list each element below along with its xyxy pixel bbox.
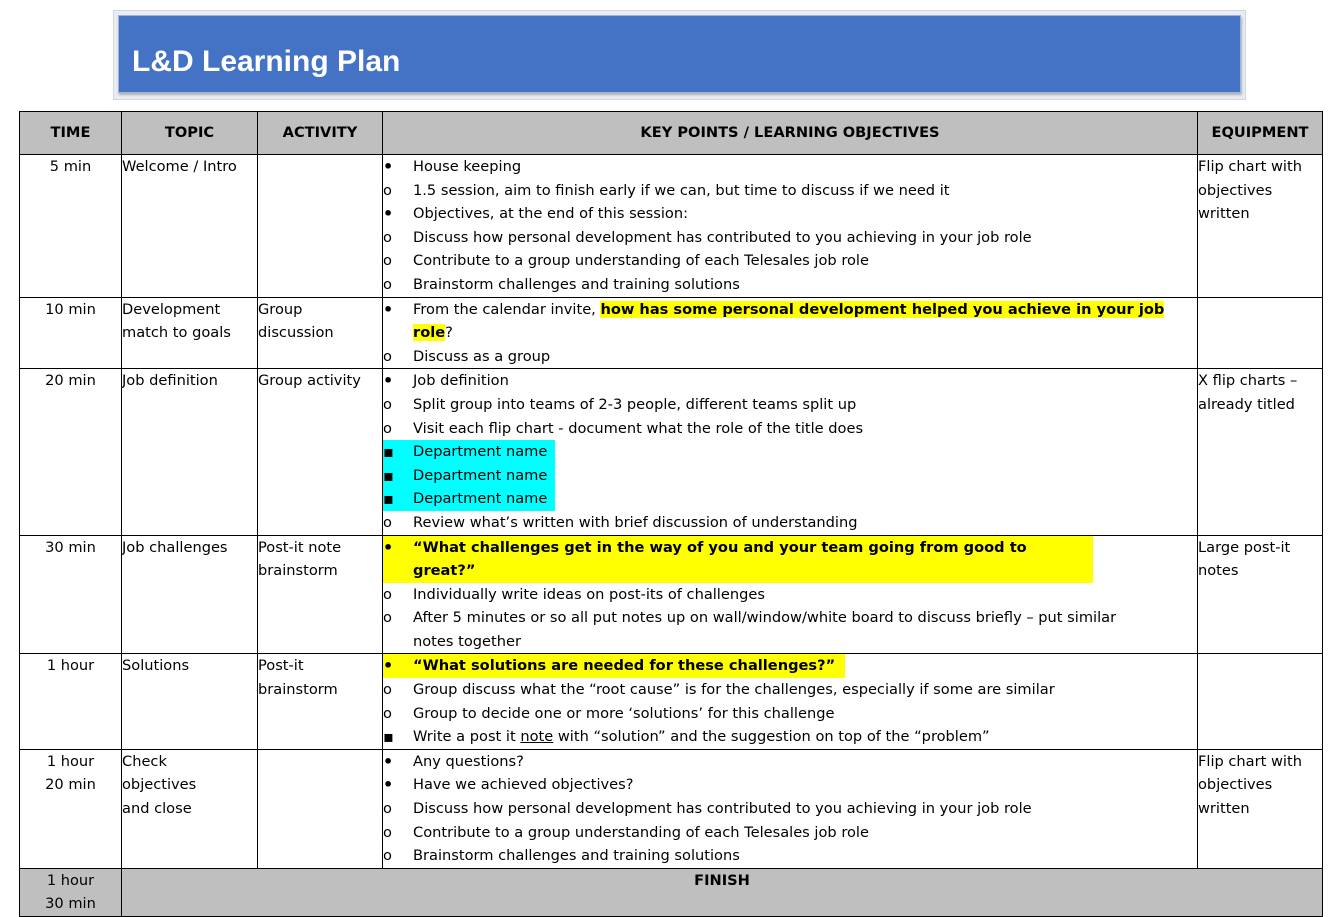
title-bar bbox=[118, 15, 1241, 93]
point-text: Any questions? bbox=[413, 752, 524, 770]
circle-bullet-icon bbox=[383, 606, 407, 630]
time-cell: 20 min bbox=[20, 369, 122, 535]
equipment-cell: X flip charts – already titled bbox=[1198, 369, 1323, 535]
list-item bbox=[383, 155, 1197, 179]
point-text: Review what’s written with brief discussion of understanding bbox=[413, 513, 858, 531]
circle-bullet-icon bbox=[383, 511, 407, 535]
point-text: Visit each flip chart - document what the role of the title does bbox=[413, 419, 864, 437]
point-text: From the calendar invite, bbox=[413, 300, 601, 318]
equipment-cell bbox=[1198, 654, 1323, 749]
key-points-cell bbox=[383, 155, 1198, 298]
circle-bullet-icon bbox=[383, 821, 407, 845]
point-text: Discuss how personal development has contributed to you achieving in your job role bbox=[413, 228, 1032, 246]
list-item bbox=[383, 273, 1197, 297]
list-item bbox=[383, 487, 555, 511]
equipment-cell: Flip chart with objectives written bbox=[1198, 155, 1323, 298]
list-item bbox=[383, 750, 1197, 774]
header-key-points: KEY POINTS / LEARNING OBJECTIVES bbox=[383, 112, 1198, 155]
bullet-icon bbox=[383, 298, 407, 323]
header-topic: TOPIC bbox=[122, 112, 258, 155]
topic-text: Check objectives and close bbox=[122, 752, 197, 818]
list-item bbox=[383, 298, 1197, 345]
point-text: Department name bbox=[413, 443, 548, 461]
activity-cell bbox=[258, 749, 383, 868]
topic-cell bbox=[122, 749, 258, 868]
bullet-icon bbox=[383, 202, 407, 227]
table-row bbox=[20, 369, 1323, 535]
equipment-cell: Large post-it notes bbox=[1198, 535, 1323, 654]
list-item bbox=[383, 369, 1197, 393]
list-item bbox=[383, 345, 1197, 369]
square-bullet-icon bbox=[383, 487, 407, 512]
list-item bbox=[383, 417, 1197, 441]
square-bullet-icon bbox=[383, 440, 407, 465]
table-row bbox=[20, 749, 1323, 868]
point-text: 1.5 session, aim to finish early if we can, but time to discuss if we need it bbox=[413, 181, 950, 199]
point-text: Write a post it bbox=[413, 728, 521, 746]
activity-cell: Post-it brainstorm bbox=[258, 654, 383, 749]
topic-cell: Job definition bbox=[122, 369, 258, 535]
list-item bbox=[383, 202, 1197, 226]
equipment-cell bbox=[1198, 297, 1323, 369]
activity-cell: Group discussion bbox=[258, 297, 383, 369]
equipment-cell: Flip chart with objectives written bbox=[1198, 749, 1323, 868]
list-item bbox=[383, 725, 1197, 749]
table-row bbox=[20, 297, 1323, 369]
point-text: ? bbox=[445, 324, 453, 342]
header-time: TIME bbox=[20, 112, 122, 155]
activity-cell: Group activity bbox=[258, 369, 383, 535]
circle-bullet-icon bbox=[383, 678, 407, 702]
topic-cell: Solutions bbox=[122, 654, 258, 749]
point-text: Individually write ideas on post-its of challenges bbox=[413, 585, 765, 603]
point-text: Job definition bbox=[413, 372, 509, 390]
bullet-icon bbox=[383, 773, 407, 798]
list-item bbox=[383, 226, 1197, 250]
highlighted-text: “What challenges get in the way of you and your team going from good to great?” bbox=[413, 538, 1027, 580]
key-points-cell bbox=[383, 535, 1198, 654]
list-item bbox=[383, 606, 1197, 653]
key-points-cell bbox=[383, 297, 1198, 369]
point-text: Department name bbox=[413, 466, 548, 484]
circle-bullet-icon bbox=[383, 345, 407, 369]
square-bullet-icon bbox=[383, 464, 407, 489]
circle-bullet-icon bbox=[383, 226, 407, 250]
finish-row bbox=[20, 868, 1323, 916]
point-text: Contribute to a group understanding of each Telesales job role bbox=[413, 823, 869, 841]
time-cell: 30 min bbox=[20, 535, 122, 654]
activity-cell: Post-it note brainstorm bbox=[258, 535, 383, 654]
point-text: After 5 minutes or so all put notes up on wall/window/white board to discuss briefly – put similar notes together bbox=[413, 609, 1117, 650]
point-text: Contribute to a group understanding of each Telesales job role bbox=[413, 252, 869, 270]
key-points-cell bbox=[383, 654, 1198, 749]
circle-bullet-icon bbox=[383, 249, 407, 273]
point-text: Have we achieved objectives? bbox=[413, 776, 634, 794]
bullet-icon bbox=[383, 536, 407, 561]
time-cell: 10 min bbox=[20, 297, 122, 369]
header-equipment: EQUIPMENT bbox=[1198, 112, 1323, 155]
circle-bullet-icon bbox=[383, 844, 407, 868]
table-row bbox=[20, 155, 1323, 298]
time-cell: 5 min bbox=[20, 155, 122, 298]
header-activity: ACTIVITY bbox=[258, 112, 383, 155]
table-row bbox=[20, 535, 1323, 654]
list-item bbox=[383, 797, 1197, 821]
key-points-cell bbox=[383, 749, 1198, 868]
circle-bullet-icon bbox=[383, 797, 407, 821]
point-text: Group discuss what the “root cause” is for the challenges, especially if some are similar bbox=[413, 681, 1055, 699]
table-row bbox=[20, 654, 1323, 749]
title-banner bbox=[113, 10, 1246, 100]
bullet-icon bbox=[383, 654, 407, 679]
list-item bbox=[383, 583, 1197, 607]
time-cell bbox=[20, 749, 122, 868]
point-text: Brainstorm challenges and training solutions bbox=[413, 847, 740, 865]
bullet-icon bbox=[383, 369, 407, 394]
list-item bbox=[383, 702, 1197, 726]
point-text: Objectives, at the end of this session: bbox=[413, 205, 689, 223]
time-cell: 1 hour bbox=[20, 654, 122, 749]
finish-time-cell bbox=[20, 868, 122, 916]
finish-label: FINISH bbox=[122, 868, 1323, 916]
circle-bullet-icon bbox=[383, 179, 407, 203]
list-item bbox=[383, 464, 555, 488]
table-header-row bbox=[20, 112, 1323, 155]
point-text: Discuss how personal development has contributed to you achieving in your job role bbox=[413, 800, 1032, 818]
point-text: Discuss as a group bbox=[413, 347, 551, 365]
underlined-text: note bbox=[520, 728, 554, 746]
list-item bbox=[383, 393, 1197, 417]
key-points-cell bbox=[383, 369, 1198, 535]
point-text: Department name bbox=[413, 490, 548, 508]
highlighted-text: “What solutions are needed for these challenges?” bbox=[413, 657, 836, 675]
time-text: 1 hour 20 min bbox=[45, 752, 96, 794]
circle-bullet-icon bbox=[383, 417, 407, 441]
list-item bbox=[383, 511, 1197, 535]
learning-plan-table bbox=[19, 111, 1323, 917]
list-item bbox=[383, 249, 1197, 273]
circle-bullet-icon bbox=[383, 702, 407, 726]
list-item bbox=[383, 179, 1197, 203]
circle-bullet-icon bbox=[383, 393, 407, 417]
square-bullet-icon bbox=[383, 725, 407, 750]
page-title: L&D Learning Plan bbox=[132, 45, 401, 78]
list-item bbox=[383, 440, 555, 464]
list-item bbox=[383, 821, 1197, 845]
circle-bullet-icon bbox=[383, 273, 407, 297]
finish-time-text: 1 hour 30 min bbox=[45, 871, 96, 913]
list-item bbox=[383, 678, 1197, 702]
bullet-icon bbox=[383, 750, 407, 775]
list-item bbox=[383, 773, 1197, 797]
point-text: Group to decide one or more ‘solutions’ for this challenge bbox=[413, 704, 835, 722]
topic-cell: Job challenges bbox=[122, 535, 258, 654]
topic-cell: Development match to goals bbox=[122, 297, 258, 369]
list-item bbox=[383, 844, 1197, 868]
circle-bullet-icon bbox=[383, 583, 407, 607]
point-text: Brainstorm challenges and training solutions bbox=[413, 275, 740, 293]
point-text: Split group into teams of 2-3 people, different teams split up bbox=[413, 395, 857, 413]
highlighted-text: how has some personal development helped you achieve in your job role bbox=[413, 300, 1165, 342]
activity-cell bbox=[258, 155, 383, 298]
point-text: House keeping bbox=[413, 158, 522, 175]
list-item bbox=[383, 536, 1093, 583]
bullet-icon bbox=[383, 155, 407, 180]
point-text: with “solution” and the suggestion on top of the “problem” bbox=[553, 728, 990, 746]
topic-cell: Welcome / Intro bbox=[122, 155, 258, 298]
list-item bbox=[383, 654, 845, 678]
